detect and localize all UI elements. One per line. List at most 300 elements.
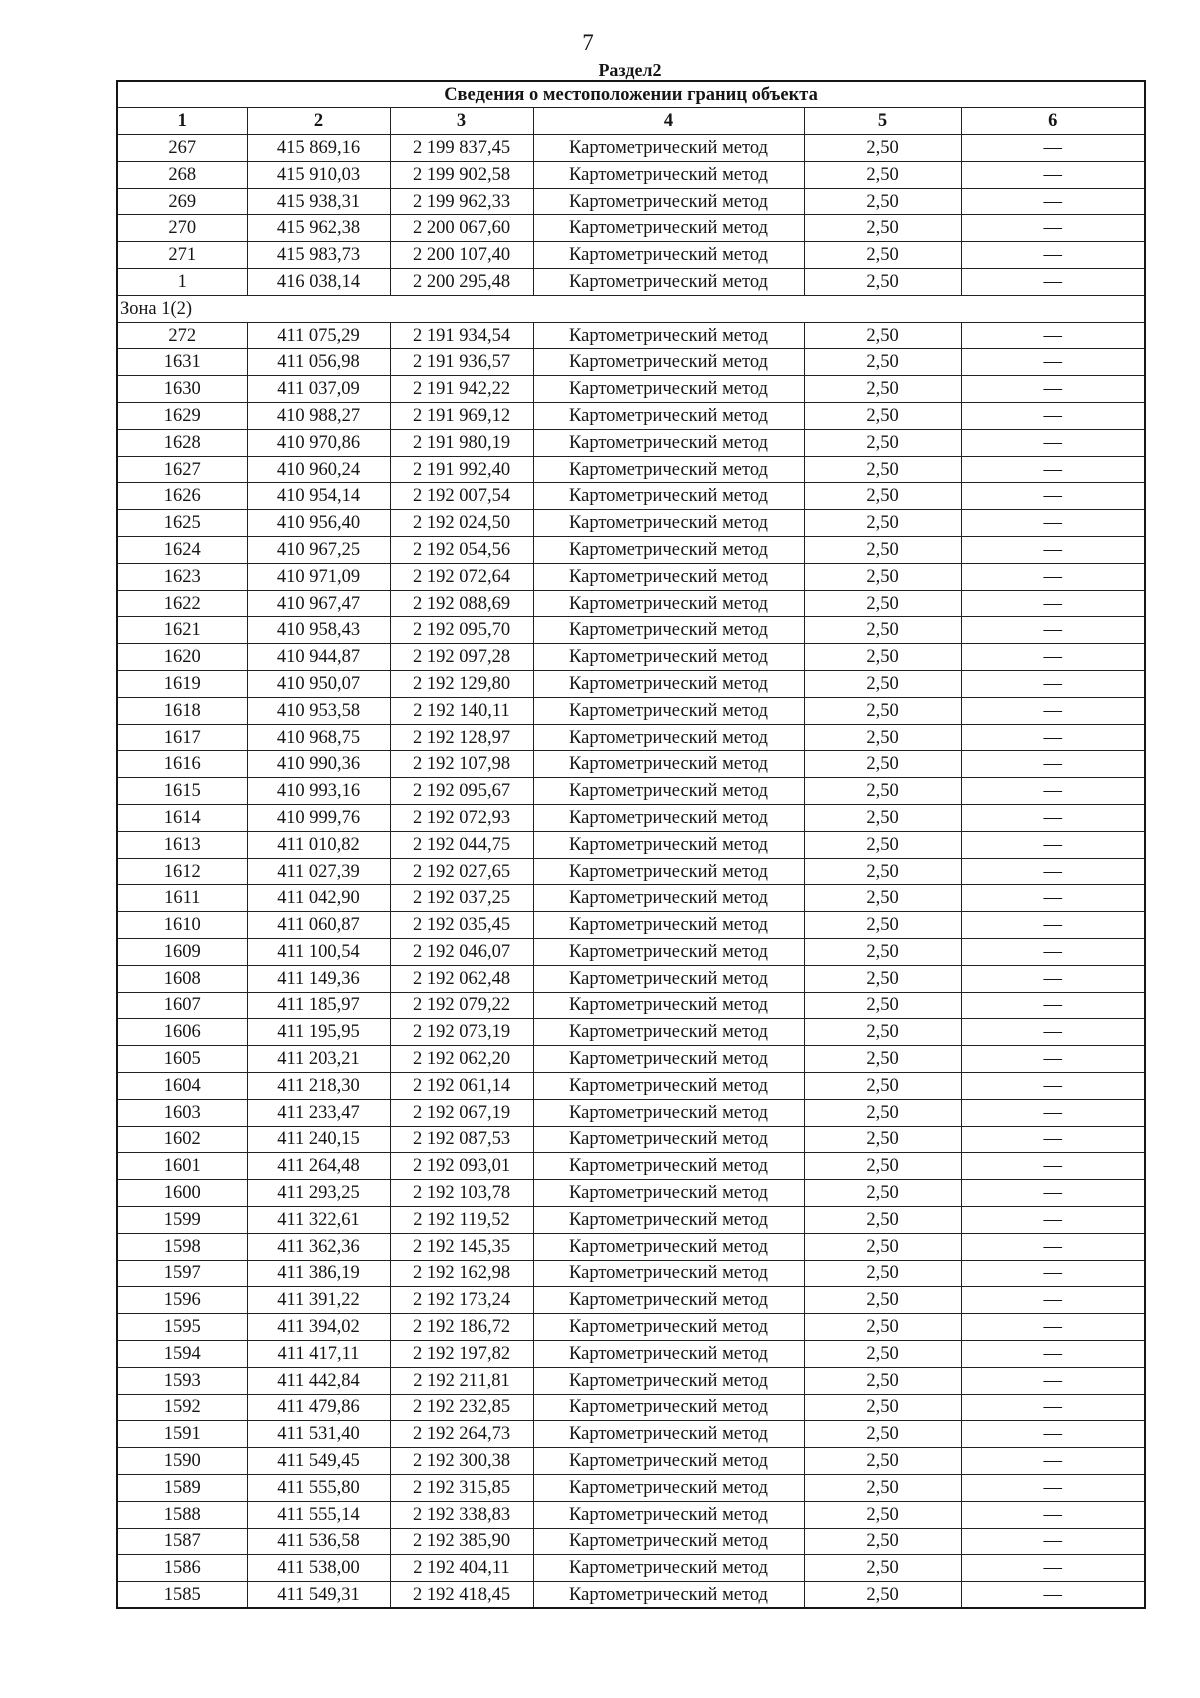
x-coordinate-cell: 411 075,29 [247,322,390,349]
table-row [117,510,1145,537]
point-number-cell: 1603 [117,1099,247,1126]
description-cell: — [961,429,1145,456]
accuracy-cell: 2,50 [804,537,961,564]
table-row [117,724,1145,751]
description-cell: — [961,965,1145,992]
description-cell: — [961,188,1145,215]
x-coordinate-cell: 411 394,02 [247,1314,390,1341]
method-cell: Картометрический метод [533,1126,804,1153]
description-cell: — [961,1287,1145,1314]
table-row [117,1019,1145,1046]
y-coordinate-cell: 2 192 300,38 [390,1448,533,1475]
y-coordinate-cell: 2 192 097,28 [390,644,533,671]
description-cell: — [961,1260,1145,1287]
y-coordinate-cell: 2 191 992,40 [390,456,533,483]
accuracy-cell: 2,50 [804,1260,961,1287]
section-title: Раздел2 [598,60,662,80]
point-number-cell: 1610 [117,912,247,939]
y-coordinate-cell: 2 192 173,24 [390,1287,533,1314]
method-cell: Картометрический метод [533,403,804,430]
x-coordinate-cell: 411 203,21 [247,1046,390,1073]
description-cell: — [961,563,1145,590]
table-row [117,1448,1145,1475]
description-cell: — [961,697,1145,724]
table-row [117,322,1145,349]
accuracy-cell: 2,50 [804,215,961,242]
y-coordinate-cell: 2 192 027,65 [390,858,533,885]
y-coordinate-cell: 2 192 129,80 [390,671,533,698]
method-cell: Картометрический метод [533,1394,804,1421]
accuracy-cell: 2,50 [804,1287,961,1314]
description-cell: — [961,1099,1145,1126]
point-number-cell: 1590 [117,1448,247,1475]
point-number-cell: 1599 [117,1206,247,1233]
y-coordinate-cell: 2 192 128,97 [390,724,533,751]
accuracy-cell: 2,50 [804,1367,961,1394]
table-row [117,215,1145,242]
description-cell: — [961,1019,1145,1046]
x-coordinate-cell: 410 967,47 [247,590,390,617]
x-coordinate-cell: 415 938,31 [247,188,390,215]
method-cell: Картометрический метод [533,1260,804,1287]
description-cell: — [961,456,1145,483]
y-coordinate-cell: 2 192 338,83 [390,1501,533,1528]
point-number-cell: 1606 [117,1019,247,1046]
accuracy-cell: 2,50 [804,1314,961,1341]
accuracy-cell: 2,50 [804,563,961,590]
table-body [117,81,1145,1608]
y-coordinate-cell: 2 192 061,14 [390,1072,533,1099]
y-coordinate-cell: 2 192 095,67 [390,778,533,805]
y-coordinate-cell: 2 191 942,22 [390,376,533,403]
point-number-cell: 1614 [117,805,247,832]
method-cell: Картометрический метод [533,1340,804,1367]
table-row [117,1046,1145,1073]
table-row [117,1394,1145,1421]
method-cell: Картометрический метод [533,322,804,349]
table-row [117,1072,1145,1099]
method-cell: Картометрический метод [533,1099,804,1126]
accuracy-cell: 2,50 [804,349,961,376]
y-coordinate-cell: 2 192 315,85 [390,1474,533,1501]
description-cell: — [961,161,1145,188]
x-coordinate-cell: 410 953,58 [247,697,390,724]
accuracy-cell: 2,50 [804,376,961,403]
x-coordinate-cell: 415 910,03 [247,161,390,188]
table-row [117,912,1145,939]
table-row [117,1287,1145,1314]
point-number-cell: 1616 [117,751,247,778]
point-number-cell: 1607 [117,992,247,1019]
point-number-cell: 1612 [117,858,247,885]
point-number-cell: 1623 [117,563,247,590]
table-row [117,269,1145,296]
description-cell: — [961,778,1145,805]
point-number-cell: 1609 [117,939,247,966]
table-row [117,644,1145,671]
table-row [117,1367,1145,1394]
point-number-cell: 1600 [117,1180,247,1207]
column-header-row [117,108,1145,135]
description-cell: — [961,1340,1145,1367]
point-number-cell: 1619 [117,671,247,698]
method-cell: Картометрический метод [533,617,804,644]
table-row [117,483,1145,510]
y-coordinate-cell: 2 192 119,52 [390,1206,533,1233]
x-coordinate-cell: 410 956,40 [247,510,390,537]
accuracy-cell: 2,50 [804,965,961,992]
table-row [117,1474,1145,1501]
accuracy-cell: 2,50 [804,1555,961,1582]
description-cell: — [961,858,1145,885]
accuracy-cell: 2,50 [804,831,961,858]
table-row [117,858,1145,885]
point-number-cell: 1593 [117,1367,247,1394]
description-cell: — [961,671,1145,698]
y-coordinate-cell: 2 192 007,54 [390,483,533,510]
method-cell: Картометрический метод [533,831,804,858]
x-coordinate-cell: 411 100,54 [247,939,390,966]
x-coordinate-cell: 411 362,36 [247,1233,390,1260]
y-coordinate-cell: 2 192 093,01 [390,1153,533,1180]
y-coordinate-cell: 2 192 197,82 [390,1340,533,1367]
y-coordinate-cell: 2 192 140,11 [390,697,533,724]
method-cell: Картометрический метод [533,1421,804,1448]
method-cell: Картометрический метод [533,1233,804,1260]
description-cell: — [961,751,1145,778]
table-row [117,1421,1145,1448]
y-coordinate-cell: 2 192 418,45 [390,1582,533,1609]
point-number-cell: 1617 [117,724,247,751]
accuracy-cell: 2,50 [804,1180,961,1207]
table-row [117,403,1145,430]
method-cell: Картометрический метод [533,456,804,483]
accuracy-cell: 2,50 [804,510,961,537]
point-number-cell: 1598 [117,1233,247,1260]
description-cell: — [961,1394,1145,1421]
table-row [117,135,1145,162]
accuracy-cell: 2,50 [804,697,961,724]
method-cell: Картометрический метод [533,1287,804,1314]
point-number-cell: 1629 [117,403,247,430]
table-row [117,563,1145,590]
table-row [117,456,1145,483]
description-cell: — [961,1474,1145,1501]
method-cell: Картометрический метод [533,751,804,778]
description-cell: — [961,1153,1145,1180]
description-cell: — [961,537,1145,564]
accuracy-cell: 2,50 [804,1394,961,1421]
method-cell: Картометрический метод [533,858,804,885]
method-cell: Картометрический метод [533,778,804,805]
table-row [117,349,1145,376]
page-number: 7 [582,30,594,55]
x-coordinate-cell: 410 990,36 [247,751,390,778]
y-coordinate-cell: 2 192 087,53 [390,1126,533,1153]
table-row [117,590,1145,617]
x-coordinate-cell: 410 993,16 [247,778,390,805]
y-coordinate-cell: 2 192 088,69 [390,590,533,617]
y-coordinate-cell: 2 199 837,45 [390,135,533,162]
table-row [117,671,1145,698]
accuracy-cell: 2,50 [804,1153,961,1180]
x-coordinate-cell: 411 042,90 [247,885,390,912]
description-cell: — [961,1233,1145,1260]
table-row [117,885,1145,912]
y-coordinate-cell: 2 192 073,19 [390,1019,533,1046]
point-number-cell: 268 [117,161,247,188]
method-cell: Картометрический метод [533,1367,804,1394]
accuracy-cell: 2,50 [804,751,961,778]
accuracy-cell: 2,50 [804,939,961,966]
description-cell: — [961,617,1145,644]
x-coordinate-cell: 415 983,73 [247,242,390,269]
description-cell: — [961,1448,1145,1475]
point-number-cell: 1589 [117,1474,247,1501]
x-coordinate-cell: 411 549,31 [247,1582,390,1609]
accuracy-cell: 2,50 [804,1233,961,1260]
x-coordinate-cell: 411 555,14 [247,1501,390,1528]
point-number-cell: 1596 [117,1287,247,1314]
x-coordinate-cell: 411 549,45 [247,1448,390,1475]
method-cell: Картометрический метод [533,671,804,698]
table-row [117,1582,1145,1609]
x-coordinate-cell: 411 027,39 [247,858,390,885]
accuracy-cell: 2,50 [804,161,961,188]
description-cell: — [961,1126,1145,1153]
description-cell: — [961,1046,1145,1073]
x-coordinate-cell: 410 950,07 [247,671,390,698]
point-number-cell: 1602 [117,1126,247,1153]
description-cell: — [961,269,1145,296]
description-cell: — [961,1421,1145,1448]
y-coordinate-cell: 2 192 072,93 [390,805,533,832]
description-cell: — [961,644,1145,671]
method-cell: Картометрический метод [533,1474,804,1501]
x-coordinate-cell: 410 967,25 [247,537,390,564]
method-cell: Картометрический метод [533,1555,804,1582]
accuracy-cell: 2,50 [804,590,961,617]
description-cell: — [961,242,1145,269]
accuracy-cell: 2,50 [804,671,961,698]
point-number-cell: 1592 [117,1394,247,1421]
x-coordinate-cell: 410 958,43 [247,617,390,644]
y-coordinate-cell: 2 192 095,70 [390,617,533,644]
accuracy-cell: 2,50 [804,1474,961,1501]
column-header-5: 5 [804,108,961,135]
y-coordinate-cell: 2 192 079,22 [390,992,533,1019]
x-coordinate-cell: 411 037,09 [247,376,390,403]
zone-row [117,295,1145,322]
table-row [117,242,1145,269]
table-row [117,1206,1145,1233]
description-cell: — [961,1072,1145,1099]
description-cell: — [961,1180,1145,1207]
accuracy-cell: 2,50 [804,858,961,885]
description-cell: — [961,1367,1145,1394]
x-coordinate-cell: 411 555,80 [247,1474,390,1501]
description-cell: — [961,215,1145,242]
accuracy-cell: 2,50 [804,1582,961,1609]
table-row [117,1555,1145,1582]
x-coordinate-cell: 411 386,19 [247,1260,390,1287]
y-coordinate-cell: 2 199 902,58 [390,161,533,188]
y-coordinate-cell: 2 191 980,19 [390,429,533,456]
y-coordinate-cell: 2 192 232,85 [390,1394,533,1421]
point-number-cell: 1628 [117,429,247,456]
x-coordinate-cell: 411 060,87 [247,912,390,939]
table-row [117,1153,1145,1180]
description-cell: — [961,1501,1145,1528]
x-coordinate-cell: 411 233,47 [247,1099,390,1126]
column-header-6: 6 [961,108,1145,135]
table-row [117,939,1145,966]
y-coordinate-cell: 2 192 404,11 [390,1555,533,1582]
point-number-cell: 271 [117,242,247,269]
y-coordinate-cell: 2 191 969,12 [390,403,533,430]
x-coordinate-cell: 410 970,86 [247,429,390,456]
table-caption: Сведения о местоположении границ объекта [117,81,1145,108]
x-coordinate-cell: 410 960,24 [247,456,390,483]
x-coordinate-cell: 411 056,98 [247,349,390,376]
y-coordinate-cell: 2 200 067,60 [390,215,533,242]
method-cell: Картометрический метод [533,939,804,966]
table-row [117,1126,1145,1153]
description-cell: — [961,805,1145,832]
method-cell: Картометрический метод [533,805,804,832]
y-coordinate-cell: 2 192 067,19 [390,1099,533,1126]
y-coordinate-cell: 2 192 072,64 [390,563,533,590]
accuracy-cell: 2,50 [804,483,961,510]
accuracy-cell: 2,50 [804,135,961,162]
x-coordinate-cell: 411 391,22 [247,1287,390,1314]
point-number-cell: 1601 [117,1153,247,1180]
accuracy-cell: 2,50 [804,1501,961,1528]
x-coordinate-cell: 411 010,82 [247,831,390,858]
accuracy-cell: 2,50 [804,617,961,644]
method-cell: Картометрический метод [533,537,804,564]
x-coordinate-cell: 411 536,58 [247,1528,390,1555]
accuracy-cell: 2,50 [804,1206,961,1233]
point-number-cell: 1608 [117,965,247,992]
column-header-4: 4 [533,108,804,135]
description-cell: — [961,1314,1145,1341]
x-coordinate-cell: 411 479,86 [247,1394,390,1421]
method-cell: Картометрический метод [533,510,804,537]
description-cell: — [961,483,1145,510]
method-cell: Картометрический метод [533,1501,804,1528]
method-cell: Картометрический метод [533,965,804,992]
point-number-cell: 1597 [117,1260,247,1287]
x-coordinate-cell: 410 954,14 [247,483,390,510]
point-number-cell: 1588 [117,1501,247,1528]
x-coordinate-cell: 411 417,11 [247,1340,390,1367]
method-cell: Картометрический метод [533,1072,804,1099]
point-number-cell: 1625 [117,510,247,537]
description-cell: — [961,912,1145,939]
x-coordinate-cell: 411 538,00 [247,1555,390,1582]
accuracy-cell: 2,50 [804,805,961,832]
method-cell: Картометрический метод [533,1448,804,1475]
description-cell: — [961,885,1145,912]
method-cell: Картометрический метод [533,483,804,510]
table-row [117,697,1145,724]
description-cell: — [961,831,1145,858]
point-number-cell: 1586 [117,1555,247,1582]
zone-label: Зона 1(2) [117,295,1145,322]
point-number-cell: 1605 [117,1046,247,1073]
y-coordinate-cell: 2 191 934,54 [390,322,533,349]
table-row [117,1099,1145,1126]
accuracy-cell: 2,50 [804,269,961,296]
accuracy-cell: 2,50 [804,885,961,912]
x-coordinate-cell: 410 968,75 [247,724,390,751]
accuracy-cell: 2,50 [804,1528,961,1555]
y-coordinate-cell: 2 192 035,45 [390,912,533,939]
method-cell: Картометрический метод [533,912,804,939]
table-row [117,778,1145,805]
method-cell: Картометрический метод [533,188,804,215]
method-cell: Картометрический метод [533,1206,804,1233]
point-number-cell: 1 [117,269,247,296]
point-number-cell: 1621 [117,617,247,644]
description-cell: — [961,349,1145,376]
accuracy-cell: 2,50 [804,778,961,805]
y-coordinate-cell: 2 191 936,57 [390,349,533,376]
x-coordinate-cell: 411 240,15 [247,1126,390,1153]
description-cell: — [961,992,1145,1019]
accuracy-cell: 2,50 [804,1448,961,1475]
method-cell: Картометрический метод [533,563,804,590]
point-number-cell: 1618 [117,697,247,724]
x-coordinate-cell: 411 531,40 [247,1421,390,1448]
y-coordinate-cell: 2 192 103,78 [390,1180,533,1207]
table-row [117,1340,1145,1367]
table-row [117,992,1145,1019]
description-cell: — [961,403,1145,430]
method-cell: Картометрический метод [533,1046,804,1073]
accuracy-cell: 2,50 [804,1046,961,1073]
y-coordinate-cell: 2 199 962,33 [390,188,533,215]
method-cell: Картометрический метод [533,992,804,1019]
point-number-cell: 267 [117,135,247,162]
point-number-cell: 1627 [117,456,247,483]
point-number-cell: 1631 [117,349,247,376]
x-coordinate-cell: 411 195,95 [247,1019,390,1046]
y-coordinate-cell: 2 192 211,81 [390,1367,533,1394]
x-coordinate-cell: 411 442,84 [247,1367,390,1394]
table-row [117,751,1145,778]
method-cell: Картометрический метод [533,1019,804,1046]
method-cell: Картометрический метод [533,697,804,724]
table-row [117,376,1145,403]
description-cell: — [961,1528,1145,1555]
point-number-cell: 1620 [117,644,247,671]
accuracy-cell: 2,50 [804,992,961,1019]
table-row [117,831,1145,858]
point-number-cell: 1615 [117,778,247,805]
x-coordinate-cell: 411 264,48 [247,1153,390,1180]
table-row [117,161,1145,188]
y-coordinate-cell: 2 192 186,72 [390,1314,533,1341]
x-coordinate-cell: 415 869,16 [247,135,390,162]
point-number-cell: 1587 [117,1528,247,1555]
method-cell: Картометрический метод [533,724,804,751]
table-row [117,617,1145,644]
y-coordinate-cell: 2 192 145,35 [390,1233,533,1260]
description-cell: — [961,376,1145,403]
accuracy-cell: 2,50 [804,644,961,671]
